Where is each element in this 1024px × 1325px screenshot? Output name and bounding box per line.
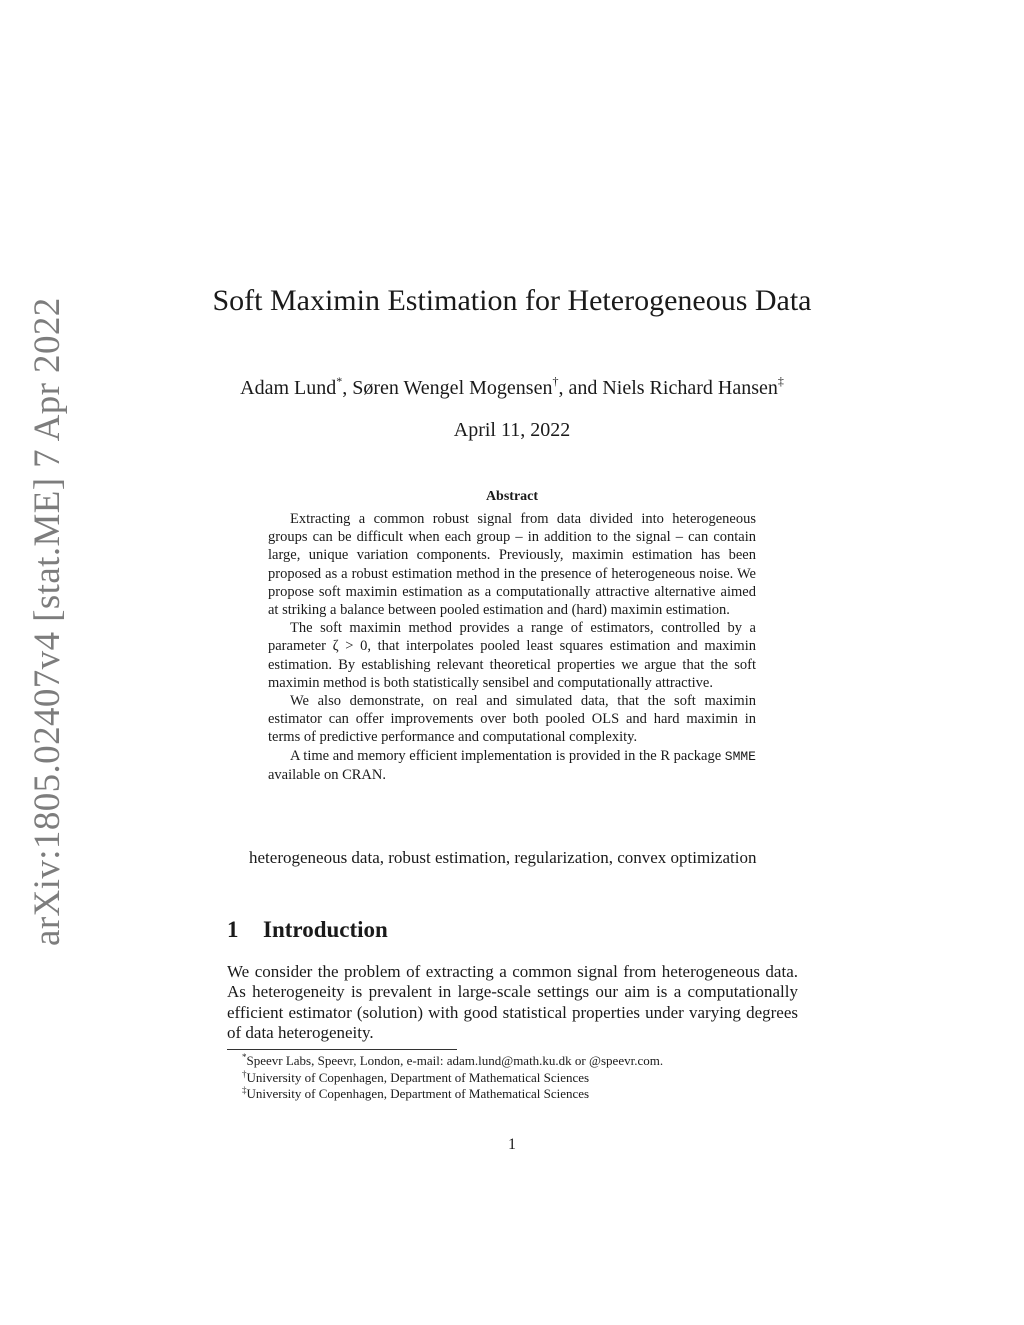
abstract-text: available on CRAN.: [268, 766, 386, 783]
abstract-body: [268, 510, 756, 784]
section-heading: [227, 917, 388, 943]
footnote-text: Speevr Labs, Speevr, London, e-mail: adam.lund@math.ku.dk or @speevr.com.: [246, 1053, 664, 1068]
footnote: [242, 1086, 802, 1103]
footnote-mark: †: [242, 1068, 247, 1079]
author-list: [120, 374, 904, 400]
author-separator: , and: [558, 377, 603, 399]
footnote: [242, 1070, 802, 1087]
abstract-heading: Abstract: [485, 489, 539, 504]
footnote-text: University of Copenhagen, Department of Mathematical Sciences: [246, 1069, 590, 1085]
author-name: Søren Wengel Mogensen: [352, 377, 553, 399]
package-name: SMME: [724, 748, 756, 764]
section-number: 1: [227, 917, 239, 942]
author-name: Adam Lund: [240, 377, 337, 399]
arxiv-identifier-stamp: arXiv:1805.02407v4 [stat.ME] 7 Apr 2022: [27, 297, 68, 946]
abstract-paragraph: [268, 747, 756, 784]
footnote-mark: *: [242, 1052, 247, 1062]
author-footnote-mark[interactable]: *: [336, 374, 343, 388]
page-number: 1: [508, 1136, 516, 1153]
footnote-text: University of Copenhagen, Department of Mathematical Sciences: [246, 1086, 590, 1101]
abstract-text: A time and memory efficient implementation is provided in the R package: [290, 747, 725, 764]
publication-date: April 11, 2022: [453, 419, 571, 441]
abstract-paragraph: The soft maximin method provides a range of estimators, controlled by a parameter ζ > 0, that interpolates pooled least squares estimation and maximin estimation. By establishing relevant theoretical properties we argue that the soft maximin method is both statistically sensibel and computationally attractive.: [268, 620, 756, 691]
footnote-divider: [227, 1049, 457, 1050]
author-footnote-mark[interactable]: ‡: [777, 374, 784, 388]
author-footnote-mark[interactable]: †: [552, 374, 559, 388]
paper-title: Soft Maximin Estimation for Heterogeneous Data: [212, 284, 812, 317]
author-separator: ,: [342, 377, 353, 399]
footnote: [242, 1053, 802, 1070]
keywords: heterogeneous data, robust estimation, regularization, convex optimization: [249, 848, 757, 867]
section-title: Introduction: [263, 917, 388, 942]
author-name: Niels Richard Hansen: [602, 377, 778, 399]
footnotes: [242, 1053, 802, 1103]
body-paragraph: We consider the problem of extracting a common signal from heterogeneous data. As heterogeneity is prevalent in large-scale settings our aim is a computationally efficient estimator (solution) with good statistical properties under varying degrees of data heterogeneity.: [227, 962, 798, 1042]
abstract-paragraph: Extracting a common robust signal from data divided into heterogeneous groups can be difficult when each group – in addition to the signal – can contain large, unique variation components. Previously, maximin estimation has been proposed as a robust estimation method in the presence of heterogeneous noise. We propose soft maximin estimation as a computationally attractive alternative aimed at striking a balance between pooled estimation and (hard) maximin estimation.: [268, 511, 756, 619]
abstract-paragraph: We also demonstrate, on real and simulated data, that the soft maximin estimator can offer improvements over both pooled OLS and hard maximin in terms of predictive performance and computational complexity.: [268, 693, 756, 746]
footnote-mark: ‡: [242, 1085, 247, 1095]
